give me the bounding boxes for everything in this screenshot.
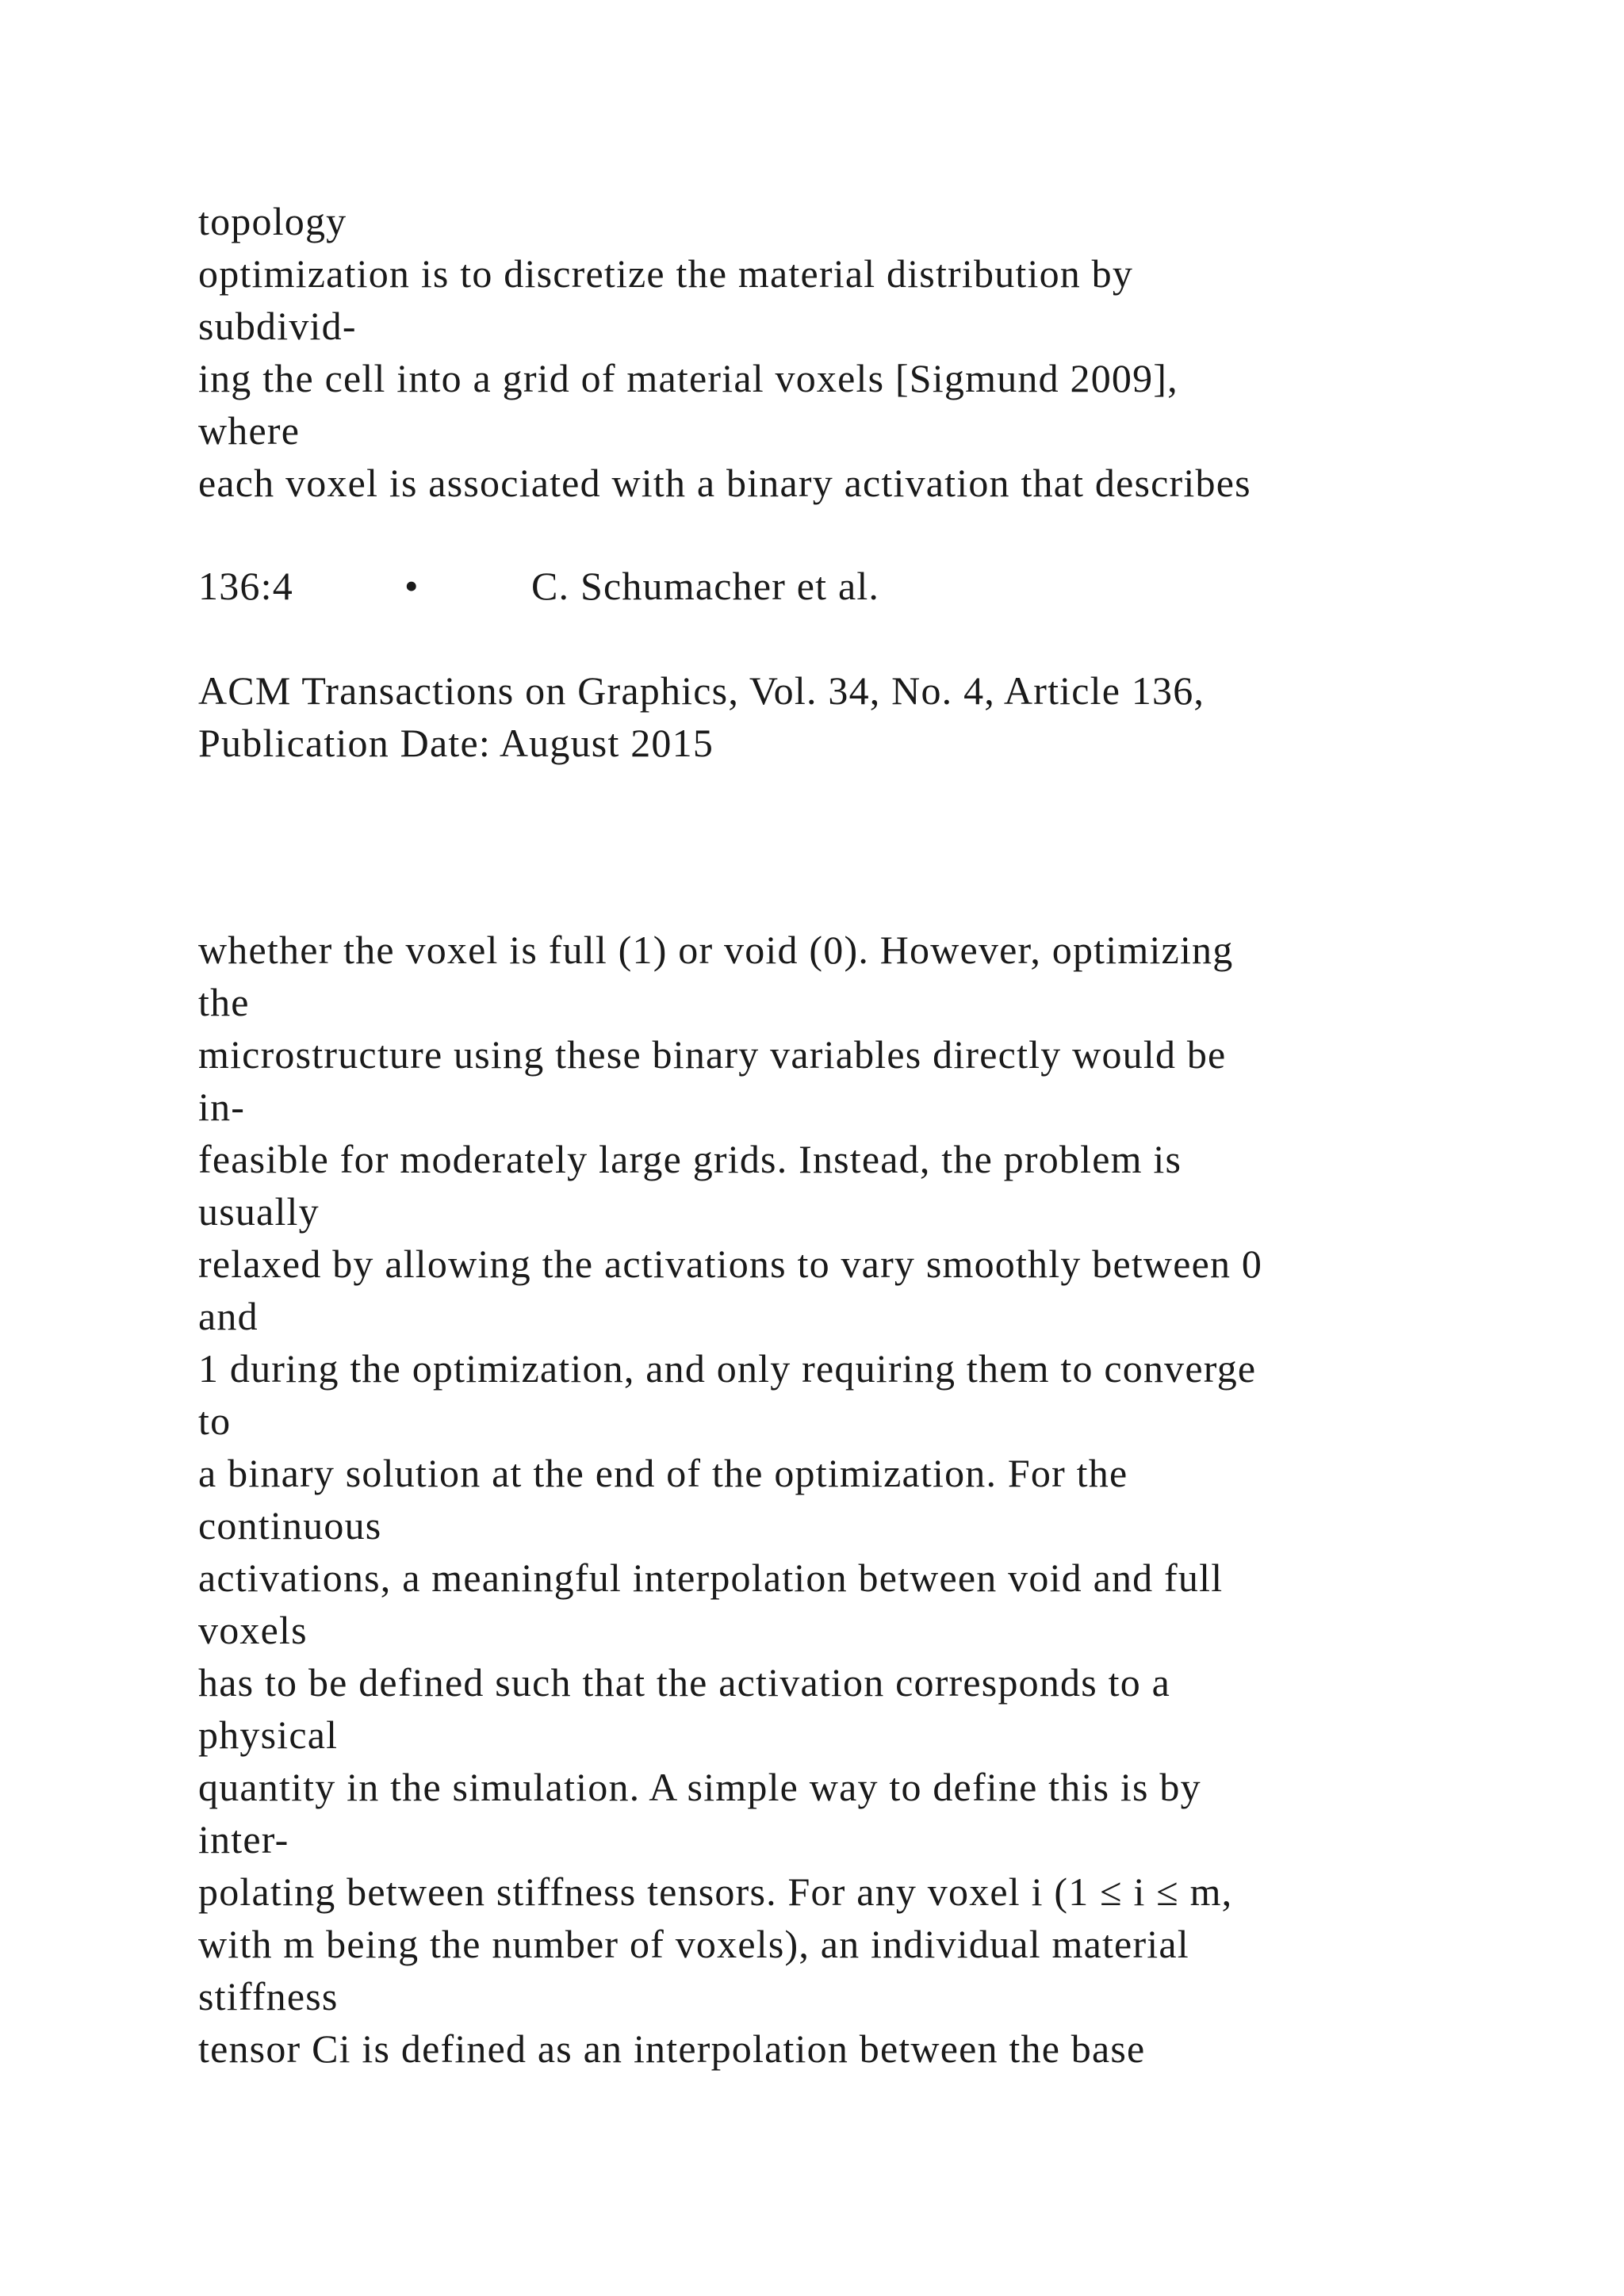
page-number: 136:4: [198, 564, 293, 608]
text-line: quantity in the simulation. A simple way to define this is by: [198, 1765, 1201, 1809]
text-line: optimization is to discretize the material distribution by: [198, 251, 1134, 296]
text-line: stiffness: [198, 1974, 339, 2019]
text-line: in-: [198, 1085, 246, 1129]
text-line: to: [198, 1399, 232, 1443]
text-line: inter-: [198, 1817, 289, 1862]
text-line: whether the voxel is full (1) or void (0). However, optimizing: [198, 928, 1234, 972]
running-head: [198, 560, 1546, 612]
text-line: subdivid-: [198, 304, 357, 348]
paragraph-top: [198, 195, 1546, 509]
text-line: polating between stiffness tensors. For any voxel i (1 ≤ i ≤ m,: [198, 1869, 1233, 1914]
text-line: 1 during the optimization, and only requiring them to converge: [198, 1346, 1257, 1391]
text-line: usually: [198, 1189, 320, 1234]
text-line: a binary solution at the end of the optimization. For the: [198, 1451, 1128, 1495]
text-line: relaxed by allowing the activations to vary smoothly between 0: [198, 1242, 1263, 1286]
text-line: where: [198, 408, 301, 453]
text-line: has to be defined such that the activation corresponds to a: [198, 1660, 1170, 1705]
text-line: activations, a meaningful interpolation between void and full: [198, 1556, 1224, 1600]
text-line: with m being the number of voxels), an individual material: [198, 1922, 1189, 1966]
journal-info: [198, 664, 1546, 769]
text-line: voxels: [198, 1608, 308, 1652]
text-line: microstructure using these binary variables directly would be: [198, 1032, 1227, 1077]
text-line: feasible for moderately large grids. Instead, the problem is: [198, 1137, 1182, 1181]
text-line: physical: [198, 1712, 339, 1757]
text-line: each voxel is associated with a binary activation that describes: [198, 461, 1251, 505]
journal-line: ACM Transactions on Graphics, Vol. 34, No. 4, Article 136,: [198, 668, 1205, 713]
paragraph-main: [198, 924, 1546, 2075]
text-line: and: [198, 1294, 259, 1338]
text-line: tensor Ci is defined as an interpolation between the base: [198, 2026, 1146, 2071]
text-line: ing the cell into a grid of material voxels [Sigmund 2009],: [198, 356, 1178, 400]
bullet-separator: •: [404, 564, 419, 608]
text-line: continuous: [198, 1503, 382, 1548]
running-head-authors: C. Schumacher et al.: [531, 564, 880, 608]
text-line: topology: [198, 199, 347, 243]
text-line: the: [198, 980, 250, 1024]
journal-line: Publication Date: August 2015: [198, 721, 714, 765]
